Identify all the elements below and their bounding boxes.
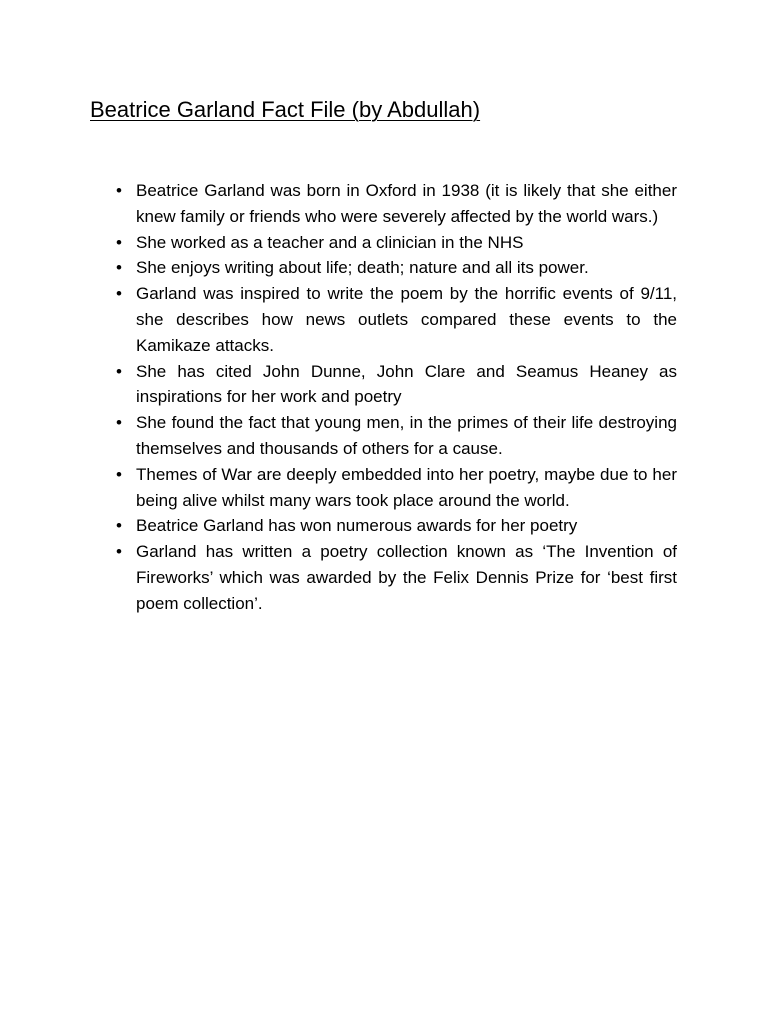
fact-text: She enjoys writing about life; death; nature and all its power. <box>136 258 589 278</box>
bullet-icon: • <box>116 464 122 484</box>
bullet-icon: • <box>116 284 122 304</box>
bullet-icon: • <box>116 258 122 278</box>
fact-text: She found the fact that young men, in the primes of their life destroying themselves and thousands of others for a cause. <box>136 413 677 458</box>
fact-text: Garland was inspired to write the poem by the horrific events of 9/11, she describes how news outlets compared these events to the Kamikaze attacks. <box>136 284 677 355</box>
fact-item <box>116 513 677 539</box>
fact-text: Beatrice Garland has won numerous awards for her poetry <box>136 516 578 536</box>
bullet-icon: • <box>116 516 122 536</box>
bullet-icon: • <box>116 361 122 381</box>
fact-list <box>116 178 677 617</box>
document-title: Beatrice Garland Fact File (by Abdullah) <box>90 97 481 122</box>
fact-item <box>116 230 677 256</box>
fact-text: She worked as a teacher and a clinician in the NHS <box>136 232 524 252</box>
fact-text: Beatrice Garland was born in Oxford in 1938 (it is likely that she either knew family or friends who were severely affected by the world wars.) <box>136 181 677 226</box>
fact-item <box>116 178 677 230</box>
fact-item <box>116 410 677 462</box>
fact-item <box>116 359 677 411</box>
fact-item <box>116 462 677 514</box>
fact-item <box>116 539 677 616</box>
fact-text: Themes of War are deeply embedded into her poetry, maybe due to her being alive whilst many wars took place around the world. <box>136 464 677 510</box>
fact-item <box>116 281 677 358</box>
fact-text: Garland has written a poetry collection known as ‘The Invention of Fireworks’ which was awarded by the Felix Dennis Prize for ‘best first poem collection’. <box>136 542 677 613</box>
fact-text: She has cited John Dunne, John Clare and Seamus Heaney as inspirations for her work and poetry <box>136 361 677 407</box>
bullet-icon: • <box>116 232 122 252</box>
bullet-icon: • <box>116 413 122 433</box>
bullet-icon: • <box>116 181 122 200</box>
bullet-icon: • <box>116 542 122 562</box>
fact-item <box>116 255 677 281</box>
